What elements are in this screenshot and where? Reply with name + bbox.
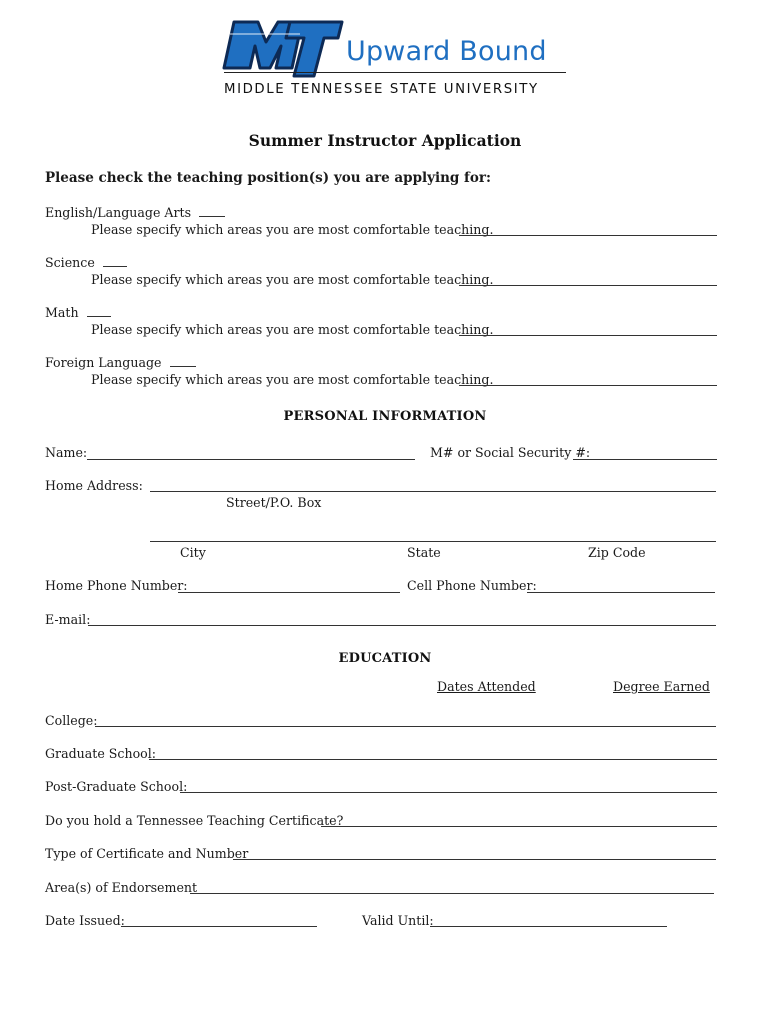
date-issued-label: Date Issued: <box>45 913 125 928</box>
position-english <box>45 205 225 220</box>
position-science-label: Science <box>45 255 95 270</box>
post-graduate-school-label: Post-Graduate School: <box>45 779 188 794</box>
email-field[interactable] <box>88 625 716 626</box>
math-specify-label: Please specify which areas you are most comfortable teaching. <box>91 322 494 337</box>
science-specify-label: Please specify which areas you are most comfortable teaching. <box>91 272 494 287</box>
name-label: Name: <box>45 445 88 460</box>
education-heading: EDUCATION <box>338 651 432 666</box>
certificate-question: Do you hold a Tennessee Teaching Certificate? <box>45 813 344 828</box>
degree-earned-header: Degree Earned <box>613 679 710 694</box>
header-divider <box>224 72 566 73</box>
math-check-blank[interactable] <box>87 305 111 317</box>
date-issued-field[interactable] <box>121 926 317 927</box>
college-label: College: <box>45 713 98 728</box>
science-check-blank[interactable] <box>103 255 127 267</box>
position-math-label: Math <box>45 305 79 320</box>
cell-phone-label: Cell Phone Number: <box>407 578 537 593</box>
english-specify-label: Please specify which areas you are most comfortable teaching. <box>91 222 494 237</box>
position-science <box>45 255 127 270</box>
program-name: Upward Bound <box>346 36 547 67</box>
endorsement-label: Area(s) of Endorsement <box>45 880 198 895</box>
state-label: State <box>407 545 441 560</box>
id-label: M# or Social Security #: <box>430 445 591 460</box>
header-logo <box>220 16 570 106</box>
positions-question: Please check the teaching position(s) you are applying for: <box>45 170 491 186</box>
mt-logo-icon <box>220 16 344 78</box>
position-math <box>45 305 111 320</box>
dates-attended-header: Dates Attended <box>437 679 536 694</box>
home-phone-label: Home Phone Number: <box>45 578 188 593</box>
city-label: City <box>180 545 206 560</box>
certificate-type-label: Type of Certificate and Number <box>45 846 249 861</box>
foreign-language-specify-label: Please specify which areas you are most comfortable teaching. <box>91 372 494 387</box>
email-label: E-mail: <box>45 612 91 627</box>
english-check-blank[interactable] <box>199 205 225 217</box>
name-field[interactable] <box>87 459 415 460</box>
zip-label: Zip Code <box>588 545 646 560</box>
endorsement-field[interactable] <box>190 893 714 894</box>
graduate-school-label: Graduate School: <box>45 746 157 761</box>
cell-phone-field[interactable] <box>527 592 715 593</box>
foreign-language-check-blank[interactable] <box>170 355 196 367</box>
university-name: MIDDLE TENNESSEE STATE UNIVERSITY <box>224 82 539 97</box>
english-specify-field[interactable] <box>459 235 717 236</box>
valid-until-label: Valid Until: <box>362 913 434 928</box>
id-field[interactable] <box>573 459 717 460</box>
science-specify-field[interactable] <box>459 285 717 286</box>
certificate-type-field[interactable] <box>233 859 716 860</box>
valid-until-field[interactable] <box>430 926 667 927</box>
position-foreign-language <box>45 355 196 370</box>
home-phone-field[interactable] <box>178 592 400 593</box>
city-state-zip-field[interactable] <box>150 541 716 542</box>
position-foreign-language-label: Foreign Language <box>45 355 162 370</box>
post-graduate-school-field[interactable] <box>180 792 717 793</box>
street-label: Street/P.O. Box <box>226 495 322 510</box>
graduate-school-field[interactable] <box>149 759 717 760</box>
college-field[interactable] <box>95 726 716 727</box>
math-specify-field[interactable] <box>459 335 717 336</box>
street-field[interactable] <box>150 491 716 492</box>
position-english-label: English/Language Arts <box>45 205 192 220</box>
certificate-field[interactable] <box>321 826 717 827</box>
home-address-label: Home Address: <box>45 478 143 493</box>
page-title: Summer Instructor Application <box>248 131 522 150</box>
personal-info-heading: PERSONAL INFORMATION <box>283 409 487 424</box>
foreign-language-specify-field[interactable] <box>459 385 717 386</box>
